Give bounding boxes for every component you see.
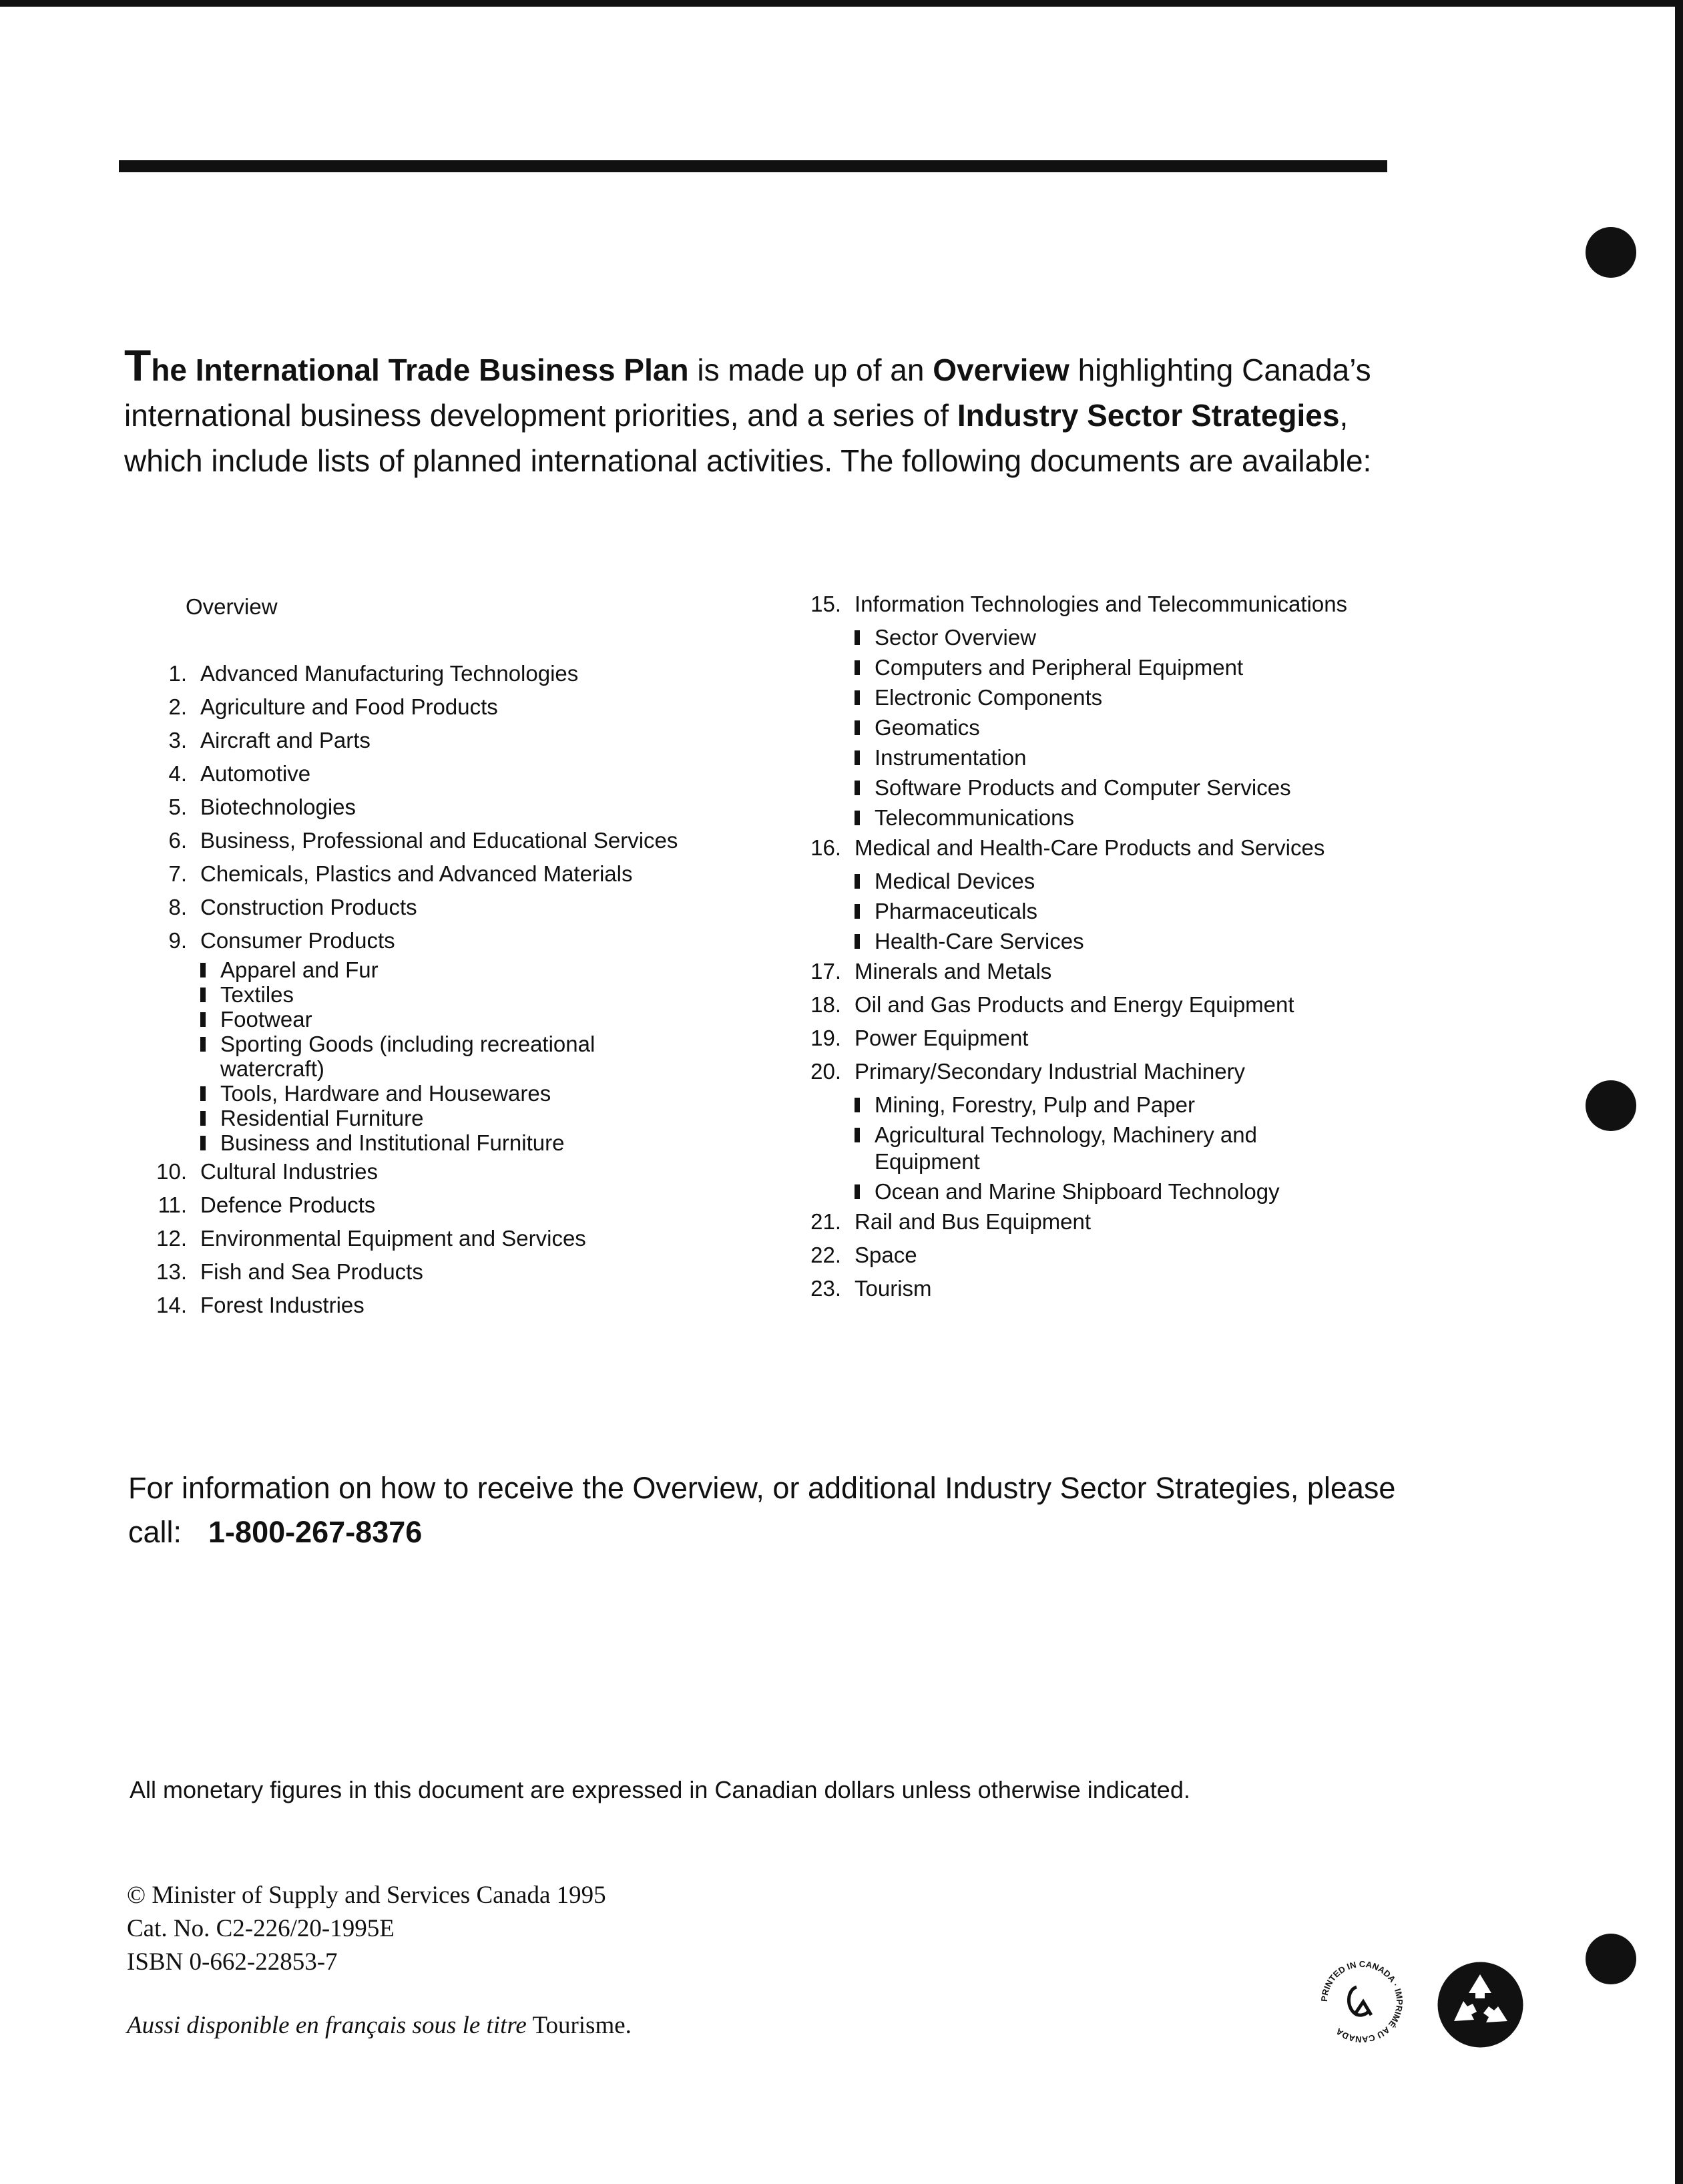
item-number: 15.: [810, 592, 841, 616]
list-item: [134, 657, 734, 690]
bullet-icon: [200, 1012, 206, 1027]
item-number: 12.: [156, 1226, 187, 1251]
item-label: Chemicals, Plastics and Advanced Materials: [200, 861, 633, 886]
sub-item: [788, 801, 1455, 831]
copyright-line: © Minister of Supply and Services Canada 1995: [127, 1882, 606, 1909]
monetary-note: All monetary figures in this document are expressed in Canadian dollars unless otherwise indicated.: [130, 1776, 1190, 1803]
list-item: [788, 1239, 1455, 1272]
item-label: Construction Products: [200, 895, 417, 919]
list-item: [134, 1222, 734, 1255]
sub-item: [788, 895, 1455, 925]
overview-entry: Overview: [186, 594, 278, 619]
printed-in-canada-logo: [1315, 1955, 1409, 2048]
item-label: Consumer Products: [200, 928, 395, 953]
sub-item-label: Medical Devices: [875, 869, 1035, 893]
bullet-icon: [200, 1111, 206, 1126]
list-item: [134, 690, 734, 724]
bullet-icon: [855, 934, 860, 949]
list-item: [788, 988, 1455, 1022]
item-label: Automotive: [200, 761, 311, 786]
item-label: Oil and Gas Products and Energy Equipment: [855, 992, 1294, 1017]
bullet-icon: [200, 1037, 206, 1052]
item-label: Environmental Equipment and Services: [200, 1226, 586, 1251]
sub-item: [134, 1106, 734, 1130]
sub-item-label: Computers and Peripheral Equipment: [875, 655, 1244, 680]
catalogue-number: Cat. No. C2-226/20-1995E: [127, 1915, 395, 1942]
item-label: Biotechnologies: [200, 795, 356, 819]
sub-item-label: Ocean and Marine Shipboard Technology: [875, 1179, 1280, 1204]
bullet-icon: [855, 781, 860, 795]
list-item: [134, 724, 734, 757]
sub-item: [134, 1032, 734, 1081]
left-document-list: [134, 590, 734, 1322]
sub-item: [134, 982, 734, 1007]
item-number: 7.: [168, 861, 187, 886]
bullet-icon: [200, 1086, 206, 1101]
sub-item-label: Health-Care Services: [875, 929, 1084, 953]
item-number: 19.: [810, 1026, 841, 1050]
sub-item-label: Agricultural Technology, Machinery and Equipment: [875, 1122, 1257, 1174]
sub-item-label: Textiles: [220, 982, 294, 1007]
list-item: [788, 1272, 1455, 1305]
item-number: 21.: [810, 1209, 841, 1234]
sub-item-label: Software Products and Computer Services: [875, 775, 1291, 800]
list-item: [134, 757, 734, 791]
sub-item-label: Mining, Forestry, Pulp and Paper: [875, 1092, 1195, 1117]
sub-item-label: Apparel and Fur: [220, 957, 379, 982]
french-note: Aussi disponible en français sous le titre: [127, 2012, 527, 2039]
bullet-icon: [200, 988, 206, 1002]
intro-overview: Overview: [933, 353, 1069, 387]
list-item: [134, 1155, 734, 1188]
sub-item-label: Pharmaceuticals: [875, 899, 1037, 923]
binder-hole-middle: [1586, 1080, 1636, 1131]
copyright-block: [127, 1879, 606, 1979]
french-availability: [127, 2011, 632, 2040]
bullet-icon: [855, 1184, 860, 1199]
phone-number: 1-800-267-8376: [208, 1515, 423, 1549]
contact-info: [128, 1466, 1463, 1554]
list-item: [134, 791, 734, 824]
list-item: [788, 1022, 1455, 1055]
bullet-icon: [855, 1128, 860, 1142]
sub-item-label: Geomatics: [875, 715, 980, 740]
item-label: Agriculture and Food Products: [200, 694, 498, 719]
sub-item: [134, 957, 734, 982]
item-number: 5.: [168, 795, 187, 819]
list-item: [788, 831, 1455, 865]
item-label: Power Equipment: [855, 1026, 1029, 1050]
sub-item-label: Footwear: [220, 1007, 312, 1032]
sub-item: [788, 711, 1455, 741]
sub-item: [788, 651, 1455, 681]
list-item: [788, 955, 1455, 988]
item-number: 4.: [168, 761, 187, 786]
list-item: [134, 1255, 734, 1289]
sub-item-label: Electronic Components: [875, 685, 1103, 710]
binder-hole-top: [1586, 227, 1636, 278]
sub-item-label: Instrumentation: [875, 745, 1027, 770]
list-item: [134, 891, 734, 924]
bullet-icon: [855, 1098, 860, 1112]
right-document-list: [788, 588, 1455, 1305]
printed-in-canada-text: PRINTED IN CANADA · IMPRIMÉ AU CANADA: [1318, 1958, 1405, 2045]
item-label: Minerals and Metals: [855, 959, 1052, 984]
sub-item-label: Tools, Hardware and Housewares: [220, 1081, 551, 1106]
isbn: ISBN 0-662-22853-7: [127, 1948, 338, 1976]
bullet-icon: [855, 660, 860, 675]
item-number: 3.: [168, 728, 187, 752]
sub-item: [788, 1088, 1455, 1118]
bullet-icon: [855, 750, 860, 765]
sub-item-label: Business and Institutional Furniture: [220, 1130, 565, 1155]
list-item: [134, 857, 734, 891]
intro-text-2: highlighting Canada’s international business development priorities, and a series of: [124, 353, 1371, 433]
page-top-edge: [0, 0, 1683, 7]
list-item: [788, 588, 1455, 621]
item-label: Forest Industries: [200, 1293, 365, 1317]
header-rule: [119, 160, 1387, 172]
bullet-icon: [855, 630, 860, 645]
sub-item: [788, 741, 1455, 771]
item-label: Primary/Secondary Industrial Machinery: [855, 1059, 1246, 1084]
item-label: Fish and Sea Products: [200, 1259, 423, 1284]
item-number: 10.: [156, 1159, 187, 1184]
sub-item: [788, 925, 1455, 955]
item-number: 23.: [810, 1276, 841, 1301]
item-number: 13.: [156, 1259, 187, 1284]
item-number: 16.: [810, 835, 841, 860]
list-item: [134, 824, 734, 857]
intro-text-1: is made up of an: [688, 353, 933, 387]
item-label: Business, Professional and Educational Services: [200, 828, 678, 853]
item-number: 6.: [168, 828, 187, 853]
sub-item: [788, 865, 1455, 895]
sub-item: [134, 1007, 734, 1032]
item-label: Medical and Health-Care Products and Services: [855, 835, 1325, 860]
sub-item: [788, 621, 1455, 651]
item-number: 9.: [168, 928, 187, 953]
maple-leaf-icon: [1349, 1987, 1371, 2015]
bullet-icon: [855, 874, 860, 889]
item-number: 8.: [168, 895, 187, 919]
bullet-icon: [855, 811, 860, 825]
list-item: [134, 924, 734, 957]
sub-item: [788, 771, 1455, 801]
sub-item: [134, 1130, 734, 1155]
sub-item-label: Telecommunications: [875, 805, 1074, 830]
item-label: Defence Products: [200, 1192, 376, 1217]
item-number: 14.: [156, 1293, 187, 1317]
item-number: 22.: [810, 1243, 841, 1267]
sub-item-label: Sector Overview: [875, 625, 1037, 650]
item-number: 18.: [810, 992, 841, 1017]
item-label: Space: [855, 1243, 917, 1267]
binder-hole-bottom: [1586, 1934, 1636, 1984]
bullet-icon: [200, 1136, 206, 1150]
bullet-icon: [855, 720, 860, 735]
list-item: [788, 1205, 1455, 1239]
recycled-paper-icon: [1435, 1960, 1525, 2050]
lead-letter: T: [124, 341, 152, 390]
item-number: 1.: [168, 661, 187, 686]
item-number: 20.: [810, 1059, 841, 1084]
plan-title: he International Trade Business Plan: [151, 353, 689, 387]
item-label: Rail and Bus Equipment: [855, 1209, 1092, 1234]
item-label: Information Technologies and Telecommunications: [855, 592, 1348, 616]
item-number: 2.: [168, 694, 187, 719]
sub-item: [788, 1175, 1455, 1205]
sub-item: [788, 1118, 1455, 1175]
item-label: Aircraft and Parts: [200, 728, 371, 752]
sub-item-label: Residential Furniture: [220, 1106, 424, 1130]
intro-paragraph: [124, 341, 1426, 483]
intro-industry-sector-strategies: Industry Sector Strategies: [957, 398, 1340, 433]
item-label: Cultural Industries: [200, 1159, 378, 1184]
page-right-edge: [1675, 0, 1683, 2184]
sub-item: [134, 1081, 734, 1106]
contact-text: For information on how to receive the Overview, or additional Industry Sector Strategies, please call:: [128, 1471, 1396, 1549]
item-number: 11.: [158, 1192, 187, 1217]
item-number: 17.: [810, 959, 841, 984]
bullet-icon: [200, 963, 206, 977]
sub-item-label: Sporting Goods (including recreational watercraft): [220, 1032, 595, 1081]
list-item: [134, 1188, 734, 1222]
sub-item: [788, 681, 1455, 711]
list-item: [788, 1055, 1455, 1088]
french-title: Tourisme.: [532, 2012, 632, 2039]
bullet-icon: [855, 904, 860, 919]
item-label: Tourism: [855, 1276, 932, 1301]
intro-text-3: , which include lists of planned international activities. The following documents are available:: [124, 398, 1372, 478]
list-item: [134, 1289, 734, 1322]
bullet-icon: [855, 690, 860, 705]
item-label: Advanced Manufacturing Technologies: [200, 661, 579, 686]
